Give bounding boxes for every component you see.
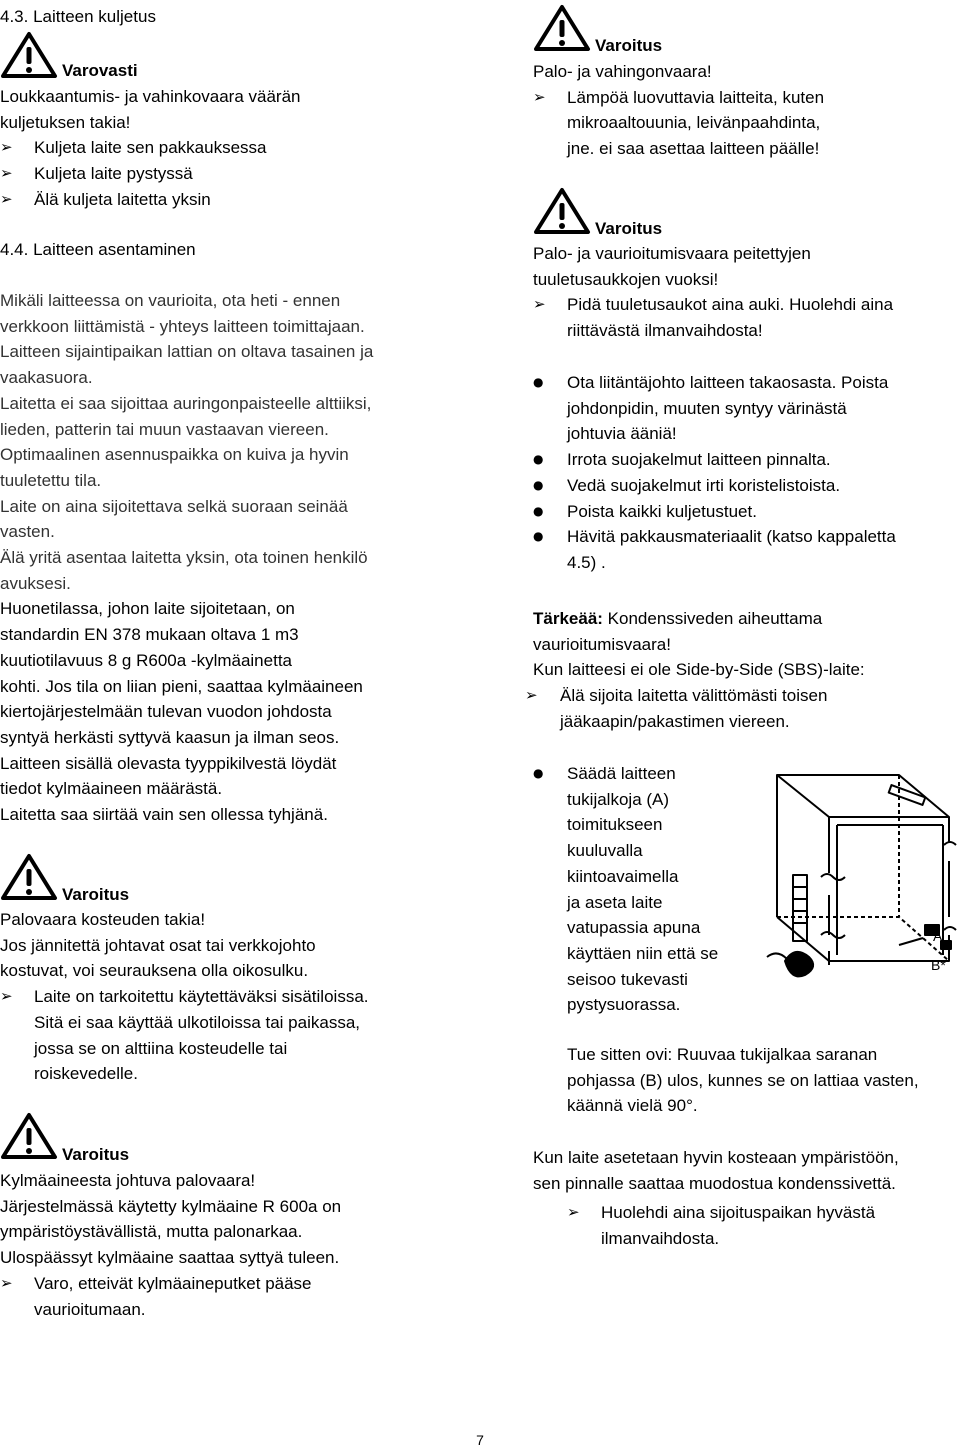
heat-warning-text	[533, 59, 960, 162]
text-line: käyttäen niin että se	[567, 943, 719, 963]
text-line: Laitteen sijaintipaikan lattian on oltava tasainen ja	[0, 342, 374, 362]
list-item: ➢ Kuljeta laite pystyssä	[0, 161, 460, 187]
text-line: Laitetta saa siirtää vain sen ollessa tyhjänä.	[0, 805, 328, 825]
text-line: ➢ Laite on tarkoitettu käytettäväksi sisätiloissa.	[34, 987, 369, 1007]
text-line: vatupassia apuna	[567, 918, 701, 938]
text-line: Jos jännitettä johtavat osat tai verkkojohto	[0, 935, 316, 955]
important-label: Tärkeää:	[533, 609, 603, 628]
text-line: tukijalkoja (A)	[567, 789, 670, 809]
warning-label: Varoitus	[595, 36, 663, 55]
text-line: standardin EN 378 mukaan oltava 1 m3	[0, 625, 299, 645]
text-line: ● Ota liitäntäjohto laitteen takaosasta. Poista	[567, 373, 889, 392]
list-item	[525, 683, 960, 734]
text-line: Järjestelmässä käytetty kylmäaine R 600a on	[0, 1196, 342, 1216]
text-line: ● Säädä laitteen	[567, 764, 676, 783]
text-line: ➢ Älä sijoita laitetta välittömästi toisen	[560, 686, 828, 705]
text-line: kuljetuksen takia!	[0, 112, 131, 132]
text-line: Laitteen sisällä olevasta tyyppikilvestä löydät	[0, 753, 337, 773]
text-line: Sitä ei saa käyttää ulkotiloissa tai paikassa,	[34, 1012, 361, 1032]
important-note	[533, 606, 960, 683]
transport-warning-text	[0, 84, 460, 213]
list-item: ● Vedä suojakelmut irti koristelistoista.	[533, 473, 960, 499]
warning-triangle-icon	[0, 853, 58, 901]
humidity-list	[567, 1200, 960, 1251]
list-item	[0, 984, 460, 1087]
text-line: johtuvia ääniä!	[567, 424, 677, 444]
text-line: Kun laite asetetaan hyvin kosteaan ympäristöön,	[533, 1148, 899, 1167]
text-line	[533, 606, 960, 632]
warning-triangle-icon	[533, 4, 591, 52]
transport-list	[0, 135, 460, 212]
warning-label: Varoitus	[62, 1145, 130, 1164]
warning-triangle-icon	[0, 1112, 58, 1160]
heat-list	[533, 85, 960, 162]
text-line: vaakasuora.	[0, 368, 93, 388]
appliance-feet-illustration	[749, 765, 959, 990]
sbs-list	[525, 683, 960, 734]
list-item: ➢ Älä kuljeta laitetta yksin	[0, 187, 460, 213]
section-heading-transport: 4.3. Laitteen kuljetus	[0, 7, 156, 26]
list-item	[533, 761, 753, 1018]
text-line: Älä yritä asentaa laitetta yksin, ota toinen henkilö	[0, 548, 368, 568]
text-line: tuuletettu tila.	[0, 470, 102, 490]
text-line: sen pinnalle saattaa muodostua kondenssivettä.	[533, 1173, 896, 1193]
humidity-text	[533, 1145, 960, 1196]
text-line: riittävästä ilmanvaihdosta!	[567, 321, 763, 341]
text-line: Ulospäässyt kylmäaine saattaa syttyä tuleen.	[0, 1248, 340, 1268]
warning-label: Varoitus	[62, 885, 130, 904]
warning-label: Varoitus	[595, 219, 663, 238]
text-line: kostuvat, voi seurauksena olla oikosulku.	[0, 961, 309, 981]
text-line: käännä vielä 90°.	[567, 1096, 698, 1116]
text-line: jääkaapin/pakastimen viereen.	[560, 711, 790, 731]
figure-label-b: B*	[931, 957, 946, 973]
text-line: Laite on aina sijoitettava selkä suoraan seinää	[0, 496, 348, 516]
text-line: seisoo tukevasti	[567, 969, 688, 989]
text-line: Kun laitteesi ei ole Side-by-Side (SBS)-laite:	[533, 660, 865, 680]
list-item	[533, 524, 960, 575]
text-line: lieden, patterin tai muun vastaavan viereen.	[0, 419, 329, 439]
list-item	[0, 1271, 460, 1322]
text-line: Kylmäaineesta johtuva palovaara!	[0, 1171, 256, 1190]
setup-steps-list	[533, 370, 960, 576]
text-line: vaurioitumaan.	[34, 1299, 146, 1319]
text-line: tiedot kylmäaineen määrästä.	[0, 779, 223, 799]
text-line: vasten.	[0, 522, 55, 542]
text-line: ja aseta laite	[567, 892, 663, 912]
text-line: Loukkaantumis- ja vahinkovaara väärän	[0, 87, 301, 106]
moisture-warning-text	[0, 907, 460, 1087]
text-line: kiintoavaimella	[567, 866, 679, 886]
text-line: Mikäli laitteessa on vaurioita, ota heti - ennen	[0, 291, 341, 310]
text-line: kiertojärjestelmään tulevan vuodon johdosta	[0, 702, 332, 722]
text-line: Huonetilassa, johon laite sijoitetaan, on	[0, 599, 295, 619]
text-line: kuuluvalla	[567, 841, 643, 861]
list-item	[533, 85, 960, 162]
text-line: roiskevedelle.	[34, 1064, 138, 1084]
text-line: ● Hävitä pakkausmateriaalit (katso kappaletta	[567, 527, 896, 547]
text-line: verkkoon liittämistä - yhteys laitteen toimittajaan.	[0, 316, 365, 336]
figure-label-a: A	[933, 928, 943, 944]
text-line: ➢ Pidä tuuletusaukot aina auki. Huolehdi aina	[567, 295, 894, 315]
list-item: ● Poista kaikki kuljetustuet.	[533, 499, 960, 525]
list-item: ● Irrota suojakelmut laitteen pinnalta.	[533, 447, 960, 473]
page-number: 7	[476, 1432, 484, 1448]
text-line: Optimaalinen asennuspaikka on kuiva ja hyvin	[0, 445, 349, 465]
ventilation-warning-text	[533, 241, 960, 344]
installation-text	[0, 288, 460, 828]
text-line: ilmanvaihdosta.	[601, 1228, 720, 1248]
text-line: avuksesi.	[0, 573, 71, 593]
text-line: jossa se on alttiina kosteudelle tai	[34, 1038, 288, 1058]
list-item	[533, 292, 960, 343]
text-line: Tue sitten ovi: Ruuvaa tukijalkaa saranan	[567, 1045, 878, 1064]
list-item	[567, 1200, 960, 1251]
text-line: vaurioitumisvaara!	[533, 634, 671, 654]
warning-triangle-icon	[533, 187, 591, 235]
warning-label-caution: Varovasti	[62, 61, 138, 80]
text-line: ➢ Lämpöä luovuttavia laitteita, kuten	[567, 87, 825, 107]
refrigerant-warning-text	[0, 1168, 460, 1322]
text-line: pystysuorassa.	[567, 995, 681, 1015]
text-line: kuutiotilavuus 8 g R600a -kylmäainetta	[0, 650, 292, 670]
feet-adjust-list	[533, 761, 753, 1018]
text-line: jne. ei saa asettaa laitteen päälle!	[567, 139, 820, 159]
text-line: 4.5) .	[567, 552, 606, 572]
refrigerant-list	[0, 1271, 460, 1322]
text-line: Palovaara kosteuden takia!	[0, 910, 206, 929]
text-line: kohti. Jos tila on liian pieni, saattaa kylmäaineen	[0, 676, 363, 696]
text-line: syntyä herkästi syttyvä kaasun ja ilman seos.	[0, 727, 340, 747]
text-fragment: Kondenssiveden aiheuttama	[602, 609, 823, 628]
text-line: Palo- ja vaurioitumisvaara peitettyjen	[533, 244, 811, 263]
warning-triangle-icon	[0, 31, 58, 79]
moisture-list	[0, 984, 460, 1087]
text-line: ➢ Varo, etteivät kylmäaineputket pääse	[34, 1273, 312, 1293]
text-line: johdonpidin, muuten syntyy värinästä	[567, 398, 847, 418]
section-heading-installation: 4.4. Laitteen asentaminen	[0, 240, 196, 259]
text-line: toimitukseen	[567, 815, 663, 835]
door-support-text	[567, 1042, 960, 1119]
ventilation-list	[533, 292, 960, 343]
text-line: ympäristöystävällistä, mutta palonarkaa.	[0, 1222, 303, 1242]
list-item	[533, 370, 960, 447]
list-item: ➢ Kuljeta laite sen pakkauksessa	[0, 135, 460, 161]
text-line: pohjassa (B) ulos, kunnes se on lattiaa vasten,	[567, 1070, 919, 1090]
text-line: Palo- ja vahingonvaara!	[533, 62, 712, 81]
text-line: ➢ Huolehdi aina sijoituspaikan hyvästä	[601, 1203, 876, 1222]
text-line: mikroaaltouunia, leivänpaahdinta,	[567, 113, 821, 133]
text-line: Laitetta ei saa sijoittaa auringonpaisteelle alttiiksi,	[0, 393, 372, 413]
text-line: tuuletusaukkojen vuoksi!	[533, 269, 719, 289]
